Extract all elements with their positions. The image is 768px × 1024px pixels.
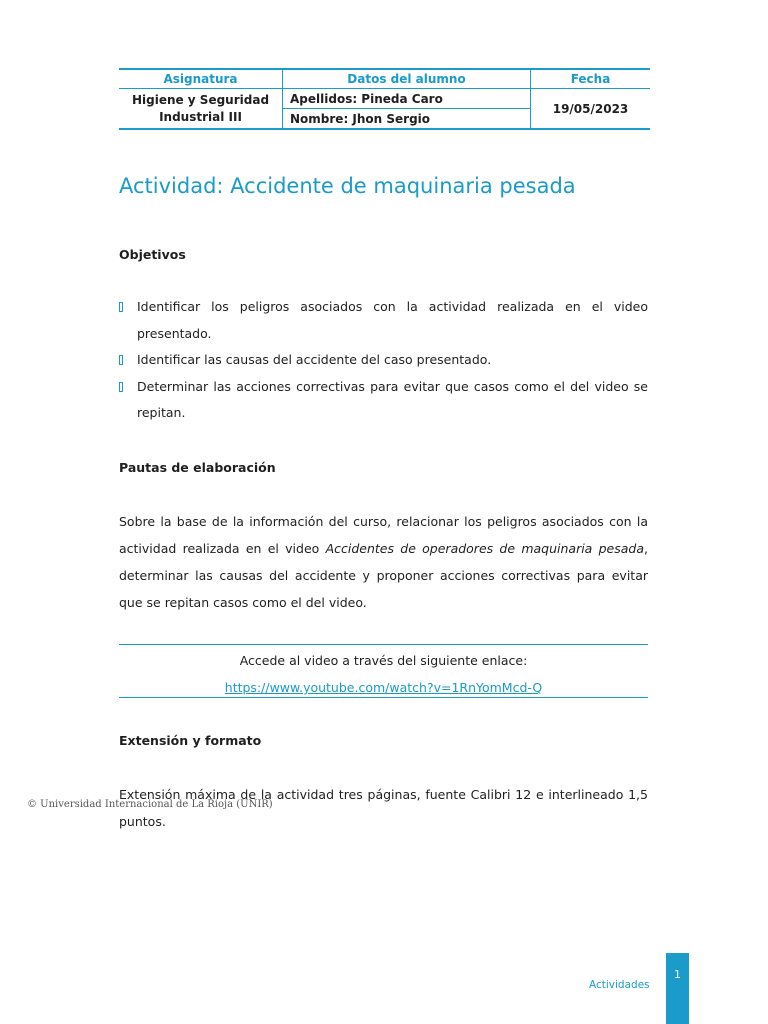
- header-table: [119, 68, 650, 130]
- bullet-icon: [119, 355, 123, 365]
- list-item: [119, 294, 648, 347]
- header-col-date: Fecha: [531, 69, 651, 89]
- bullet-icon: [119, 382, 123, 392]
- objective-text: Identificar las causas del accidente del caso presentado.: [137, 352, 492, 367]
- header-col-subject: Asignatura: [119, 69, 283, 89]
- name-cell: Nombre: Jhon Sergio: [283, 109, 531, 130]
- video-link[interactable]: https://www.youtube.com/watch?v=1RnYomMcd-Q: [224, 680, 543, 695]
- surnames-cell: Apellidos: Pineda Caro: [283, 89, 531, 109]
- objectives-heading: Objetivos: [119, 247, 186, 262]
- subject-line-2: Industrial III: [159, 109, 242, 124]
- copyright-notice: © Universidad Internacional de La Rioja (UNIR): [27, 799, 273, 810]
- format-heading: Extensión y formato: [119, 733, 262, 748]
- list-item: [119, 347, 648, 374]
- subject-cell: [119, 89, 283, 130]
- objective-text: Determinar las acciones correctivas para evitar que casos como el del video se repitan.: [137, 378, 648, 420]
- bullet-icon: [119, 302, 123, 312]
- page-number: 1: [674, 968, 681, 981]
- video-title: Accidentes de operadores de maquinaria pesada: [325, 541, 645, 556]
- page-title: Actividad: Accidente de maquinaria pesada: [119, 174, 576, 198]
- video-link-intro: Accede al video a través del siguiente enlace:: [239, 653, 528, 668]
- guidelines-text-before: Sobre la base de la información del curso, relacionar los peligros asociados con la actividad realizada en el video: [119, 514, 648, 556]
- objectives-list: [119, 294, 648, 427]
- guidelines-text-after: , determinar las causas del accidente y proponer acciones correctivas para evitar que se repitan casos como el del video.: [119, 541, 648, 610]
- format-paragraph: Extensión máxima de la actividad tres páginas, fuente Calibri 12 e interlineado 1,5 puntos.: [119, 787, 648, 829]
- objective-text: Identificar los peligros asociados con la actividad realizada en el video presentado.: [137, 299, 648, 341]
- footer-section-label: Actividades: [589, 979, 650, 991]
- subject-line-1: Higiene y Seguridad: [131, 92, 270, 107]
- list-item: [119, 374, 648, 427]
- video-link-box: [119, 644, 648, 698]
- header-col-student: Datos del alumno: [283, 69, 531, 89]
- date-cell: 19/05/2023: [531, 89, 651, 130]
- guidelines-heading: Pautas de elaboración: [119, 460, 276, 475]
- guidelines-paragraph: [119, 508, 648, 616]
- page-number-tab: [666, 953, 689, 1024]
